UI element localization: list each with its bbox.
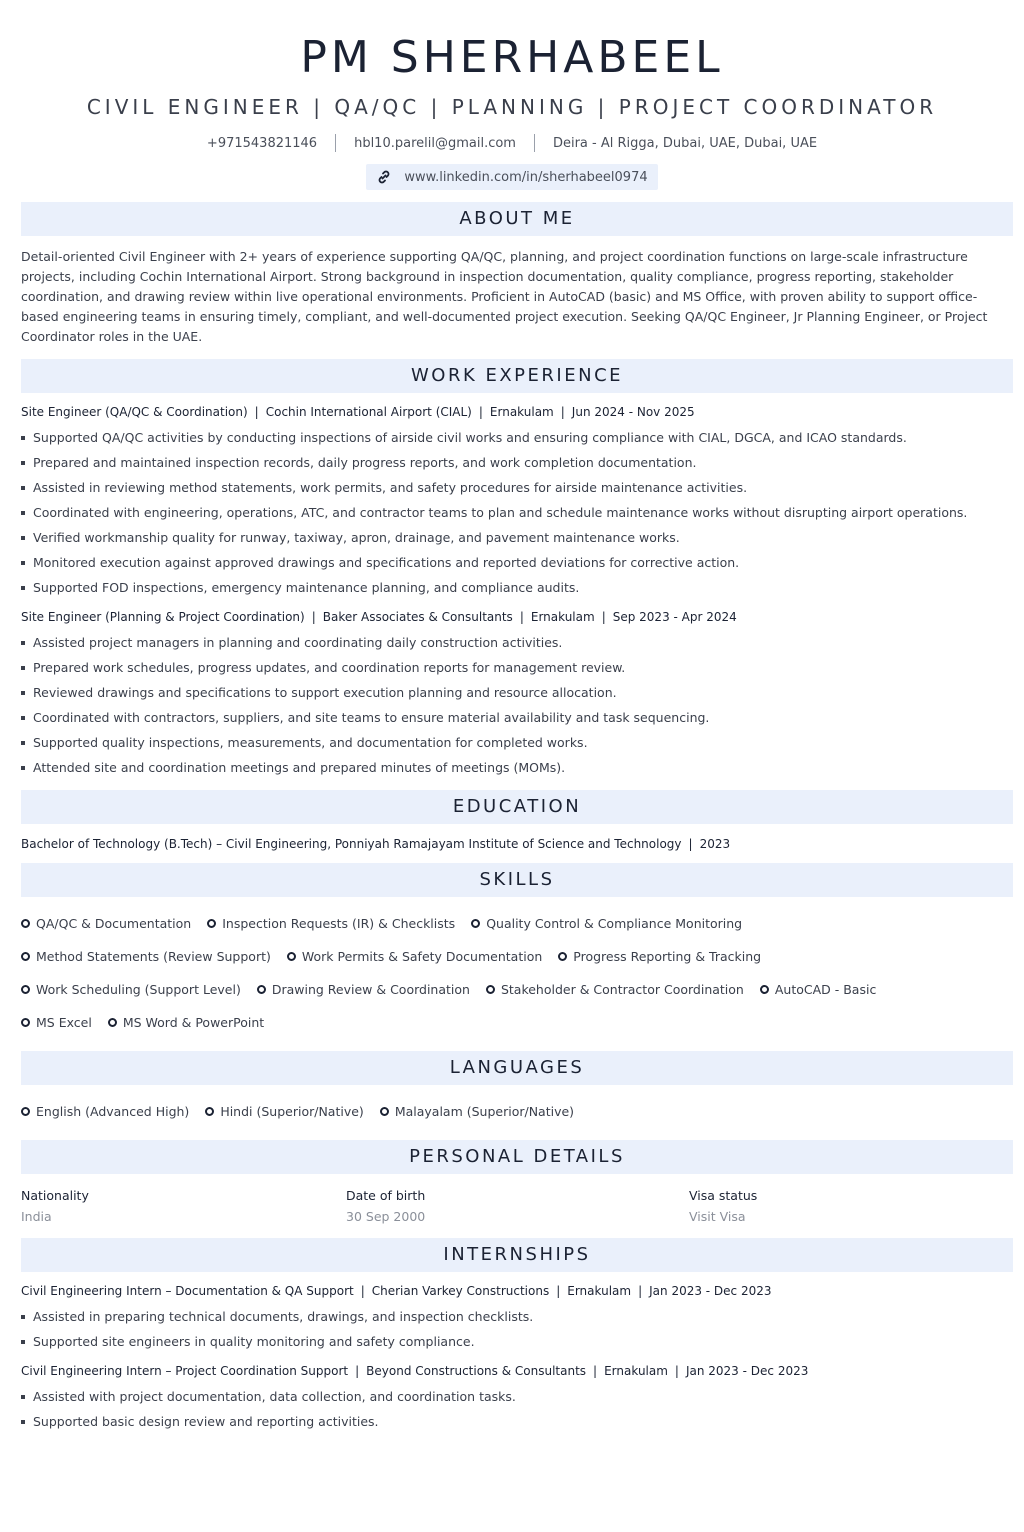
job-location: Ernakulam	[489, 405, 554, 419]
personal-field	[689, 1188, 757, 1224]
section-languages-heading: LANGUAGES	[21, 1051, 1013, 1085]
job-bullets	[21, 427, 1003, 598]
circle-bullet-icon	[207, 919, 216, 928]
job-entry	[21, 610, 1003, 778]
job-role: Site Engineer (QA/QC & Coordination)	[21, 405, 248, 419]
divider	[534, 134, 535, 152]
linkedin-url: www.linkedin.com/in/sherhabeel0974	[404, 169, 648, 185]
skill-item: MS Excel	[21, 1006, 92, 1039]
skill-item: Quality Control & Compliance Monitoring	[471, 907, 742, 940]
degree: Bachelor of Technology (B.Tech) – Civil Engineering, Ponniyah Ramajayam Institute of Science and Technology	[21, 837, 682, 851]
internship-dates: Jan 2023 - Dec 2023	[685, 1364, 809, 1378]
bullet-item: Supported QA/QC activities by conducting inspections of airside civil works and ensuring compliance with CIAL, DGCA, and ICAO standards.	[21, 427, 1003, 448]
bullet-item: Assisted in preparing technical documents, drawings, and inspection checklists.	[21, 1306, 1003, 1327]
job-bullets	[21, 632, 1003, 778]
skill-item: Work Permits & Safety Documentation	[287, 940, 542, 973]
section-personal-heading: PERSONAL DETAILS	[21, 1140, 1013, 1174]
skill-item: Drawing Review & Coordination	[257, 973, 470, 1006]
bullet-item: Assisted with project documentation, data collection, and coordination tasks.	[21, 1386, 1003, 1407]
bullet-item: Supported site engineers in quality monitoring and safety compliance.	[21, 1331, 1003, 1352]
contact-row	[0, 134, 1024, 152]
job-header: Site Engineer (QA/QC & Coordination) | Cochin International Airport (CIAL) | Ernakulam | Jun 2024 - Nov 2025	[21, 405, 695, 419]
circle-bullet-icon	[257, 985, 266, 994]
circle-bullet-icon	[486, 985, 495, 994]
skill-item: Progress Reporting & Tracking	[558, 940, 761, 973]
internship-bullets	[21, 1306, 1003, 1352]
bullet-item: Coordinated with engineering, operations, ATC, and contractor teams to plan and schedule maintenance works without disrupting airport operations.	[21, 502, 1003, 523]
location: Deira - Al Rigga, Dubai, UAE, Dubai, UAE	[552, 135, 818, 151]
candidate-name: PM SHERHABEEL	[300, 32, 724, 83]
job-company: Cochin International Airport (CIAL)	[265, 405, 472, 419]
skill-item: QA/QC & Documentation	[21, 907, 191, 940]
bullet-item: Assisted in reviewing method statements, work permits, and safety procedures for airside maintenance activities.	[21, 477, 1003, 498]
linkedin-link[interactable]	[366, 164, 657, 190]
circle-bullet-icon	[21, 985, 30, 994]
internship-header: Civil Engineering Intern – Project Coordination Support | Beyond Constructions & Consultants | Ernakulam | Jan 2023 - Dec 2023	[21, 1364, 809, 1378]
field-label: Date of birth	[346, 1188, 426, 1203]
bullet-item: Assisted project managers in planning and coordinating daily construction activities.	[21, 632, 1003, 653]
field-label: Nationality	[21, 1188, 89, 1203]
circle-bullet-icon	[380, 1107, 389, 1116]
divider	[335, 134, 336, 152]
skill-item: Inspection Requests (IR) & Checklists	[207, 907, 455, 940]
circle-bullet-icon	[471, 919, 480, 928]
language-item: Hindi (Superior/Native)	[205, 1095, 364, 1128]
internship-entry	[21, 1364, 1003, 1432]
about-text: Detail-oriented Civil Engineer with 2+ years of experience supporting QA/QC, planning, and project coordination functions on large-scale infrastructure projects, including Cochin International Airport. Strong background in inspection documentation, quality compliance, progress reporting, stakeholder coordination, and drawing review within live operational environments. Proficient in AutoCAD (basic) and MS Office, with proven ability to support office-based engineering teams in ensuring timely, compliant, and well-documented project execution. Seeking QA/QC Engineer, Jr Planning Engineer, or Project Coordinator roles in the UAE.	[21, 249, 988, 344]
headline: CIVIL ENGINEER | QA/QC | PLANNING | PROJECT COORDINATOR	[86, 95, 938, 119]
internship-bullets	[21, 1386, 1003, 1432]
skill-item: Work Scheduling (Support Level)	[21, 973, 241, 1006]
field-value: 30 Sep 2000	[346, 1209, 426, 1224]
job-entry	[21, 405, 1003, 598]
circle-bullet-icon	[21, 1018, 30, 1027]
email[interactable]: hbl10.parelil@gmail.com	[354, 135, 516, 151]
bullet-item: Attended site and coordination meetings and prepared minutes of meetings (MOMs).	[21, 757, 1003, 778]
section-internships-heading: INTERNSHIPS	[21, 1238, 1013, 1272]
internship-list	[21, 1284, 1003, 1432]
job-company: Baker Associates & Consultants	[322, 610, 513, 624]
internship-company: Cherian Varkey Constructions	[371, 1284, 550, 1298]
skills-list	[21, 907, 961, 1039]
phone[interactable]: +971543821146	[206, 135, 318, 151]
field-value: India	[21, 1209, 52, 1224]
language-item: English (Advanced High)	[21, 1095, 189, 1128]
bullet-item: Reviewed drawings and specifications to support execution planning and resource allocation.	[21, 682, 1003, 703]
bullet-item: Prepared and maintained inspection records, daily progress reports, and work completion documentation.	[21, 452, 1003, 473]
circle-bullet-icon	[760, 985, 769, 994]
job-header: Site Engineer (Planning & Project Coordination) | Baker Associates & Consultants | Ernakulam | Sep 2023 - Apr 2024	[21, 610, 737, 624]
personal-field	[346, 1188, 689, 1224]
internship-location: Ernakulam	[567, 1284, 632, 1298]
skill-item: Method Statements (Review Support)	[21, 940, 271, 973]
bullet-item: Supported basic design review and reporting activities.	[21, 1411, 1003, 1432]
internship-company: Beyond Constructions & Consultants	[366, 1364, 587, 1378]
skill-item: Stakeholder & Contractor Coordination	[486, 973, 744, 1006]
circle-bullet-icon	[21, 919, 30, 928]
internship-role: Civil Engineering Intern – Documentation & QA Support	[21, 1284, 354, 1298]
job-location: Ernakulam	[530, 610, 595, 624]
languages-list	[21, 1095, 961, 1128]
section-skills-heading: SKILLS	[21, 863, 1013, 897]
graduation-year: 2023	[699, 837, 731, 851]
field-value: Visit Visa	[689, 1209, 746, 1224]
job-dates: Jun 2024 - Nov 2025	[571, 405, 695, 419]
language-item: Malayalam (Superior/Native)	[380, 1095, 574, 1128]
circle-bullet-icon	[205, 1107, 214, 1116]
job-role: Site Engineer (Planning & Project Coordination)	[21, 610, 305, 624]
internship-dates: Jan 2023 - Dec 2023	[649, 1284, 772, 1298]
bullet-item: Verified workmanship quality for runway, taxiway, apron, drainage, and pavement maintenance works.	[21, 527, 1003, 548]
work-list	[21, 405, 1003, 778]
skill-item: MS Word & PowerPoint	[108, 1006, 264, 1039]
internship-role: Civil Engineering Intern – Project Coordination Support	[21, 1364, 349, 1378]
link-icon	[376, 169, 392, 185]
bullet-item: Monitored execution against approved drawings and specifications and reported deviations for corrective action.	[21, 552, 1003, 573]
bullet-item: Supported FOD inspections, emergency maintenance planning, and compliance audits.	[21, 577, 1003, 598]
internship-location: Ernakulam	[604, 1364, 668, 1378]
personal-details	[21, 1188, 1003, 1224]
bullet-item: Prepared work schedules, progress updates, and coordination reports for management review.	[21, 657, 1003, 678]
internship-header: Civil Engineering Intern – Documentation & QA Support | Cherian Varkey Constructions | Ernakulam | Jan 2023 - Dec 2023	[21, 1284, 772, 1298]
field-label: Visa status	[689, 1188, 758, 1203]
circle-bullet-icon	[108, 1018, 117, 1027]
circle-bullet-icon	[21, 1107, 30, 1116]
internship-entry	[21, 1284, 1003, 1352]
section-work-heading: WORK EXPERIENCE	[21, 359, 1013, 393]
education-entry: Bachelor of Technology (B.Tech) – Civil Engineering, Ponniyah Ramajayam Institute of Science and Technology | 2023	[21, 837, 731, 851]
circle-bullet-icon	[21, 952, 30, 961]
bullet-item: Supported quality inspections, measurements, and documentation for completed works.	[21, 732, 1003, 753]
skill-item: AutoCAD - Basic	[760, 973, 876, 1006]
circle-bullet-icon	[558, 952, 567, 961]
circle-bullet-icon	[287, 952, 296, 961]
section-education-heading: EDUCATION	[21, 790, 1013, 824]
personal-field	[21, 1188, 346, 1224]
bullet-item: Coordinated with contractors, suppliers, and site teams to ensure material availability and task sequencing.	[21, 707, 1003, 728]
job-dates: Sep 2023 - Apr 2024	[612, 610, 737, 624]
section-about-heading: ABOUT ME	[21, 202, 1013, 236]
